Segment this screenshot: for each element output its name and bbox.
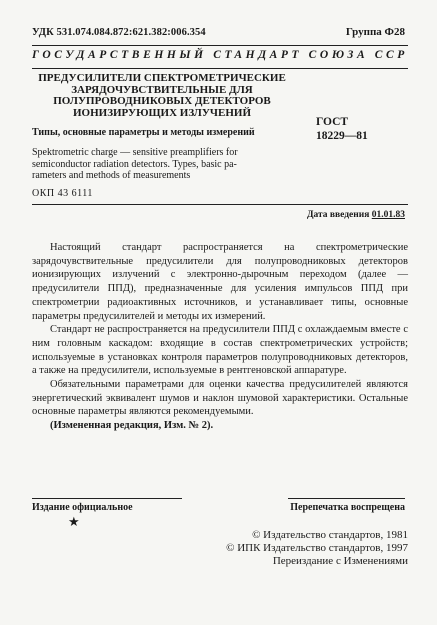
introduction-date-label: Дата введения [306,210,370,220]
footer-divider-left [32,498,182,499]
body-paragraph: Стандарт не распространяется на предусилители ППД с охлаждаемым вместе с ним головным каскадом: входящие в состав спектрометрических устройств; используемые в установках контроля параметров полупроводниковых детекторов, а также на предусилители, используемые в рентгеновской аппаратуре. [32,324,408,377]
header-divider-top [32,45,408,46]
group-code: Группа Ф28 [345,26,405,38]
english-title-line: semiconductor radiation detectors. Types, basic pa- [32,158,237,170]
title-line: ИОНИЗИРУЮЩИХ ИЗЛУЧЕНИЙ [72,106,252,119]
standard-title [32,73,292,119]
english-title-line: rameters and methods of measurements [32,170,191,181]
header-divider-bottom [32,68,408,69]
gost-number: 18229—81 [316,130,368,142]
official-edition-label: Издание официальное [32,502,133,513]
copyright-line: © Издательство стандартов, 1981 [252,529,408,541]
title-line: ЗАРЯДОЧУВСТВИТЕЛЬНЫЕ ДЛЯ [71,83,253,96]
copyright-line: © ИПК Издательство стандартов, 1997 [226,542,408,554]
copyright-block [220,529,408,568]
title-line: ПОЛУПРОВОДНИКОВЫХ ДЕТЕКТОРОВ [53,95,271,107]
copyright-line: Переиздание с Изменениями [272,555,408,567]
okp-code: ОКП 43 6111 [32,188,93,199]
gost-label: ГОСТ [316,116,349,128]
standard-body [32,241,408,433]
organization-title: ГОСУДАРСТВЕННЫЙ СТАНДАРТ СОЮЗА ССР [32,49,408,61]
title-line: ПРЕДУСИЛИТЕЛИ СПЕКТРОМЕТРИЧЕСКИЕ [38,72,286,84]
introduction-date-value: 01.01.83 [371,210,405,220]
introduction-date [307,210,405,220]
body-paragraph: Настоящий стандарт распространяется на спектрометрические зарядочувствительные предусилители для полупроводниковых детекторов ионизирующих излучений с электронно-дырочным переходом (далее — предусилители ППД), предназначенные для усиления импульсов ППД при спектрометрии радиоактивных источников, и устанавливает типы, основные параметры предусилителей и методы их измерений. [32,242,408,322]
gost-designation [316,115,368,143]
udk-code: УДК 531.074.084.872:621.382:006.354 [32,27,206,38]
standard-subtitle: Типы, основные параметры и методы измерений [32,127,255,138]
body-paragraph: Обязательными параметрами для оценки качества предусилителей являются энергетический эквивалент шумов и наклон шумовой характеристики. Остальные основные параметры являются рекомендуемыми. [32,379,408,418]
footer-divider-right [288,498,405,499]
amendment-note: (Измененная редакция, Изм. № 2). [50,420,214,432]
english-title-line: Spektrometric charge — sensitive preamplifiers for [32,147,238,158]
title-divider [32,204,408,205]
english-title [32,147,292,182]
reprint-prohibited-label: Перепечатка воспрещена [290,502,405,513]
star-icon: ★ [68,514,80,529]
